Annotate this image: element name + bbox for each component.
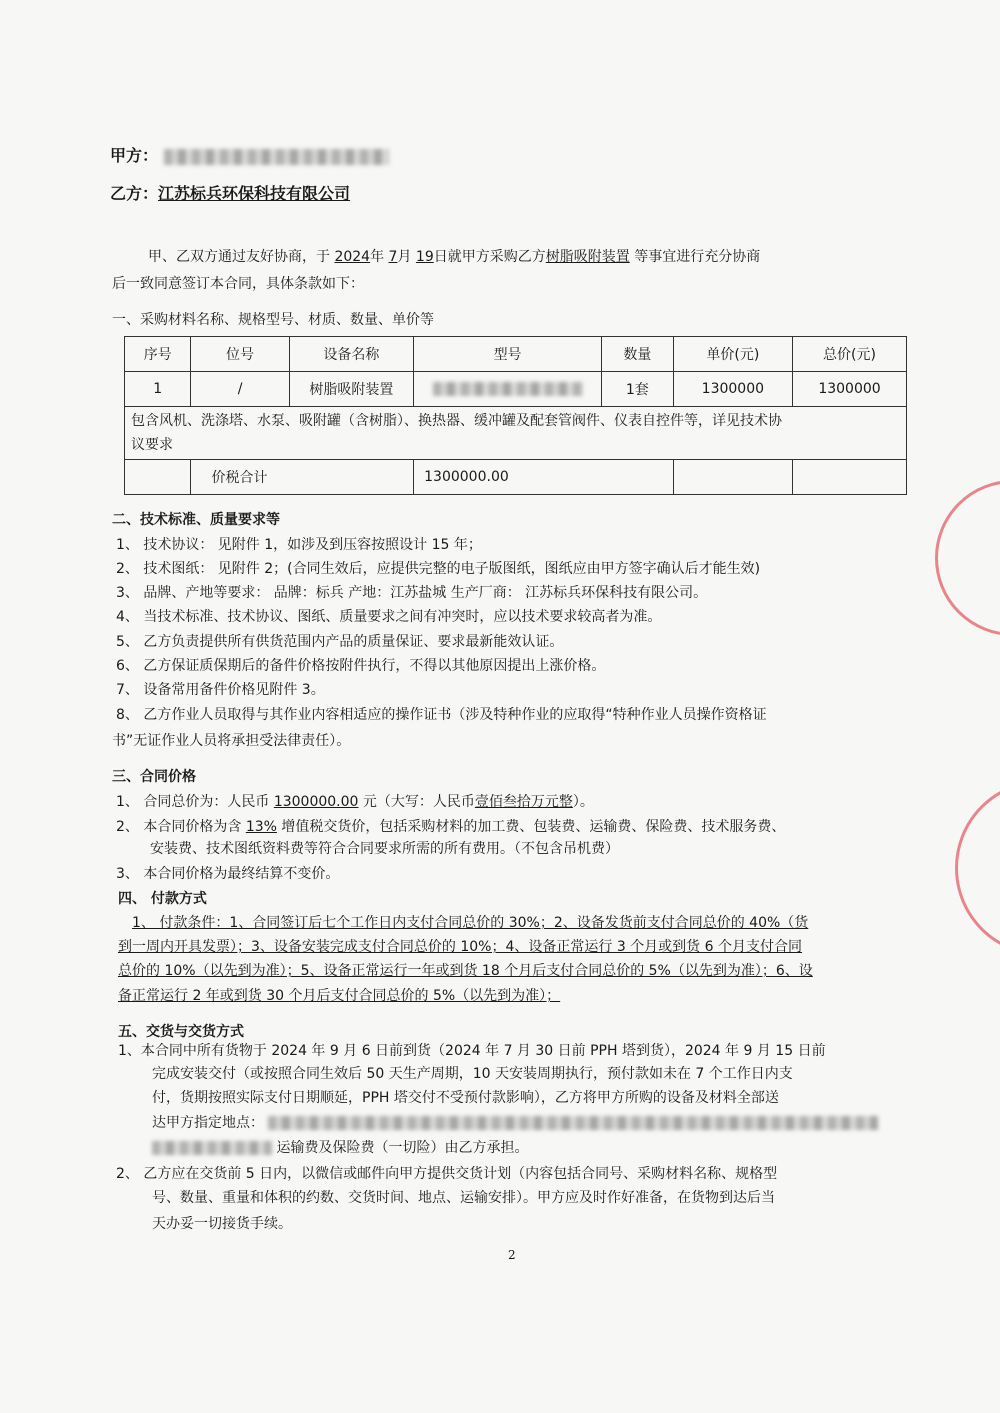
redacted-address bbox=[268, 1116, 878, 1130]
s3-text: 元（大写：人民币 bbox=[362, 794, 475, 810]
s5-item-2-line-1: 2、 乙方应在交货前 5 日内，以微信或邮件向甲方提供交货计划（内容包括合同号、采购材料名称、规格型 bbox=[116, 1166, 778, 1182]
party-b-name: 江苏标兵环保科技有限公司 bbox=[158, 184, 351, 203]
total-value: 1300000.00 bbox=[414, 460, 674, 495]
contract-amount: 1300000.00 bbox=[273, 794, 359, 810]
header-cell: 型号 bbox=[414, 337, 602, 372]
page-number: 2 bbox=[508, 1248, 516, 1262]
intro-year: 2024 bbox=[334, 249, 371, 265]
section-1-title: 一、采购材料名称、规格型号、材质、数量、单价等 bbox=[112, 312, 434, 328]
s5-text: 运输费及保险费（一切险）由乙方承担。 bbox=[276, 1140, 529, 1156]
s3-item-1 bbox=[116, 792, 594, 812]
s2-item-8: 8、 乙方作业人员取得与其作业内容相适应的操作证书（涉及特种作业的应取得“特种作业人员操作资格证 bbox=[116, 707, 767, 723]
redacted-party-a bbox=[164, 149, 389, 165]
company-seal-partial-bottom bbox=[955, 780, 1000, 956]
s5-item-2-line-2: 号、数量、重量和体积的约数、交货时间、地点、运输安排）。甲方应及时作好准备，在货物到达后当 bbox=[152, 1190, 775, 1206]
spec-table bbox=[124, 336, 907, 495]
s5-item-1-line-1: 1、本合同中所有货物于 2024 年 9 月 6 日前到货（2024 年 7 月 30 日前 PPH 塔到货），2024 年 9 月 15 日前 bbox=[118, 1043, 826, 1059]
intro-month-unit: 月 bbox=[397, 249, 412, 265]
cell-note bbox=[125, 407, 907, 460]
intro-product: 树脂吸附装置 bbox=[545, 249, 630, 265]
header-cell: 位号 bbox=[191, 337, 289, 372]
total-label: 价税合计 bbox=[191, 460, 414, 495]
intro-text: 日就甲方采购乙方 bbox=[433, 249, 546, 265]
s4-line-3: 总价的 10%（以先到为准）；5、设备正常运行一年或到货 18 个月后支付合同总价的 5%（以先到为准）；6、设 bbox=[118, 963, 813, 979]
contract-amount-words: 壹佰叁拾万元整 bbox=[474, 794, 573, 810]
header-cell: 设备名称 bbox=[289, 337, 414, 372]
s4-line-4: 备正常运行 2 年或到货 30 个月后支付合同总价的 5%（以先到为准）； bbox=[118, 988, 561, 1004]
intro-day: 19 bbox=[415, 249, 434, 265]
cell-equipment: 树脂吸附装置 bbox=[289, 372, 414, 407]
table-row bbox=[125, 372, 907, 407]
s3-text: ）。 bbox=[572, 794, 594, 810]
s3-text: 1、 合同总价为：人民币 bbox=[116, 794, 270, 810]
cell-total-price: 1300000 bbox=[792, 372, 906, 407]
s4-line-1: 1、 付款条件：1、合同签订后七个工作日内支付合同总价的 30%；2、设备发货前支付合同总价的 40%（货 bbox=[132, 915, 809, 931]
cell-blank bbox=[792, 460, 906, 495]
party-a-label: 甲方： bbox=[110, 146, 159, 165]
s2-item-7: 7、 设备常用备件价格见附件 3。 bbox=[116, 682, 325, 698]
cell-position: / bbox=[191, 372, 289, 407]
header-cell: 单价(元) bbox=[673, 337, 792, 372]
s3-item-2-cont: 安装费、技术图纸资料费等符合合同要求所需的所有费用。（不包含吊机费） bbox=[150, 841, 619, 857]
s5-item-1-line-5 bbox=[152, 1138, 528, 1158]
s2-item-1: 1、 技术协议： 见附件 1，如涉及到压容按照设计 15 年； bbox=[116, 537, 482, 553]
s2-item-8-cont: 书”无证作业人员将承担受法律责任）。 bbox=[112, 733, 351, 749]
section-2-title: 二、技术标准、质量要求等 bbox=[112, 512, 280, 528]
intro-line-2: 后一致同意签订本合同，具体条款如下： bbox=[112, 276, 364, 292]
intro-text: 甲、乙双方通过友好协商，于 bbox=[148, 249, 330, 265]
cell-model bbox=[414, 372, 602, 407]
note-line-1: 包含风机、洗涤塔、水泵、吸附罐（含树脂）、换热器、缓冲罐及配套管阀件、仪表自控件等，详见技术协 bbox=[131, 413, 782, 429]
table-total-row bbox=[125, 460, 907, 495]
s5-text: 达甲方指定地点： bbox=[152, 1115, 264, 1131]
s2-item-5: 5、 乙方负责提供所有供货范围内产品的质量保证、要求最新能效认证。 bbox=[116, 634, 564, 650]
intro-text: 等事宜进行充分协商 bbox=[634, 249, 761, 265]
table-note-row bbox=[125, 407, 907, 460]
s5-item-2-line-3: 天办妥一切接货手续。 bbox=[152, 1216, 292, 1232]
section-3-title: 三、合同价格 bbox=[112, 769, 196, 785]
s2-item-6: 6、 乙方保证质保期后的备件价格按附件执行，不得以其他原因提出上涨价格。 bbox=[116, 658, 606, 674]
table-header-row bbox=[125, 337, 907, 372]
section-5-title: 五、交货与交货方式 bbox=[118, 1024, 244, 1040]
cell-qty: 1套 bbox=[601, 372, 673, 407]
s5-item-1-line-4 bbox=[152, 1113, 878, 1133]
s2-item-3: 3、 品牌、产地等要求： 品牌：标兵 产地：江苏盐城 生产厂商： 江苏标兵环保科技有限公司。 bbox=[116, 585, 708, 601]
s3-item-2 bbox=[116, 817, 785, 837]
s4-line-2: 到一周内开具发票）；3、设备安装完成支付合同总价的 10%；4、设备正常运行 3 个月或到货 6 个月支付合同 bbox=[118, 939, 802, 955]
cell-unit-price: 1300000 bbox=[673, 372, 792, 407]
s3-text: 2、 本合同价格为含 bbox=[116, 819, 242, 835]
s2-item-4: 4、 当技术标准、技术协议、图纸、质量要求之间有冲突时，应以技术要求较高者为准。 bbox=[116, 609, 662, 625]
s3-item-3: 3、 本合同价格为最终结算不变价。 bbox=[116, 866, 340, 882]
header-cell: 序号 bbox=[125, 337, 191, 372]
s5-item-1-line-3: 付，货期按照实际支付日期顺延，PPH 塔交付不受预付款影响），乙方将甲方所购的设备及材料全部送 bbox=[152, 1090, 779, 1106]
tax-rate: 13% bbox=[245, 819, 277, 835]
intro-year-unit: 年 bbox=[370, 249, 385, 265]
redacted-address-cont bbox=[152, 1141, 272, 1155]
header-cell: 总价(元) bbox=[792, 337, 906, 372]
party-b bbox=[110, 184, 350, 204]
redacted-model bbox=[433, 382, 583, 396]
cell-blank bbox=[125, 460, 191, 495]
s3-text: 增值税交货价，包括采购材料的加工费、包装费、运输费、保险费、技术服务费、 bbox=[281, 819, 786, 835]
note-line-2: 议要求 bbox=[131, 437, 173, 453]
cell-index: 1 bbox=[125, 372, 191, 407]
s5-item-1-line-2: 完成安装交付（或按照合同生效后 50 天生产周期，10 天安装周期执行，预付款如未在 7 个工作日内支 bbox=[152, 1066, 793, 1082]
s2-item-2: 2、 技术图纸： 见附件 2；(合同生效后，应提供完整的电子版图纸，图纸应由甲方签字确认后才能生效) bbox=[116, 561, 761, 577]
intro-month: 7 bbox=[388, 249, 398, 265]
cell-blank bbox=[673, 460, 792, 495]
section-4-title: 四、 付款方式 bbox=[118, 891, 207, 907]
intro-line-1 bbox=[148, 247, 760, 267]
company-seal-partial-top bbox=[935, 480, 1000, 636]
header-cell: 数量 bbox=[601, 337, 673, 372]
party-a bbox=[110, 146, 389, 166]
party-b-label: 乙方： bbox=[110, 184, 159, 203]
